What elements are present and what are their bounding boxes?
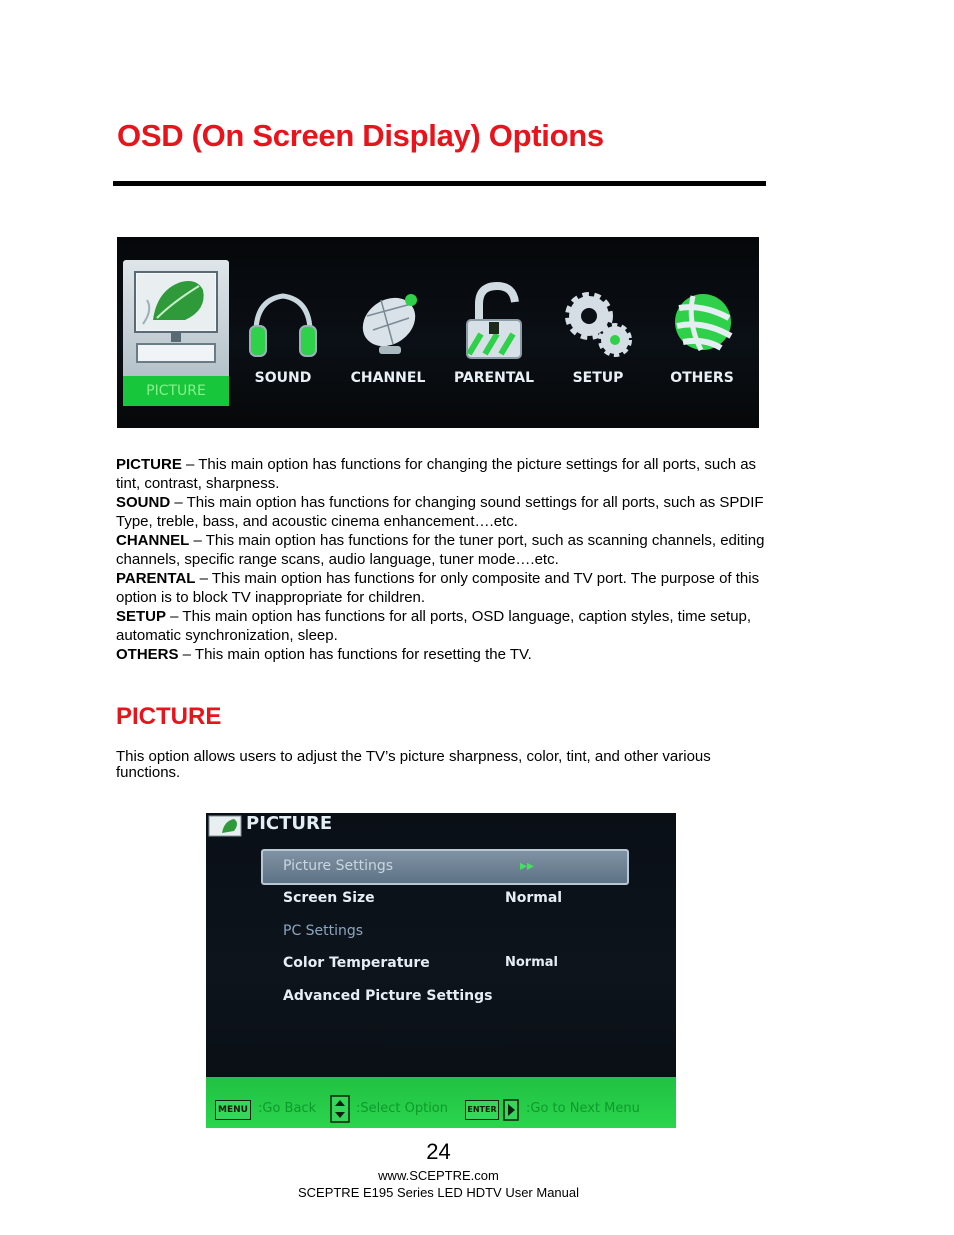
row-color-temperature: Color Temperature xyxy=(283,955,430,971)
select-option-hint: :Select Option xyxy=(356,1101,449,1116)
page-number: 24 xyxy=(426,1139,451,1164)
satellite-dish-icon xyxy=(335,260,441,376)
osd-item-others xyxy=(649,260,755,406)
description-text: – This main option has functions for changing the picture settings for all ports, such as tint, contrast, sharpness. xyxy=(116,456,757,492)
description-text: – This main option has functions for all ports, OSD language, caption styles, time setup, automatic synchronization, sleep. xyxy=(116,608,752,644)
footer-url: www.SCEPTRE.com xyxy=(378,1168,499,1183)
description-channel xyxy=(116,531,771,569)
up-down-arrows-icon xyxy=(330,1095,350,1123)
description-sound xyxy=(116,493,771,531)
description-term: OTHERS xyxy=(116,646,179,663)
row-label: Picture Settings xyxy=(283,858,394,874)
description-text: – This main option has functions for the tuner port, such as scanning channels, editing channels, specific range scans, audio language, tuner mode….etc. xyxy=(116,532,765,568)
picture-osd-header: PICTURE xyxy=(246,813,333,834)
headphones-icon xyxy=(230,260,336,376)
osd-main-menu-screenshot xyxy=(117,237,759,428)
picture-small-icon xyxy=(208,815,242,837)
row-color-temperature-value: Normal xyxy=(505,955,558,970)
picture-icon xyxy=(123,260,229,376)
description-others xyxy=(116,645,771,664)
footer-manual-title: SCEPTRE E195 Series LED HDTV User Manual xyxy=(297,1185,580,1200)
description-parental xyxy=(116,569,771,607)
row-screen-size-value: Normal xyxy=(505,890,563,906)
right-arrow-icon xyxy=(503,1099,519,1121)
picture-osd-screenshot xyxy=(206,813,676,1128)
description-text: – This main option has functions for only composite and TV port. The purpose of this option is to block TV inappropriate for children. xyxy=(116,570,760,606)
picture-section-intro: This option allows users to adjust the TV’s picture sharpness, color, tint, and other various functions. xyxy=(116,748,711,781)
enter-key: ENTER xyxy=(465,1100,499,1120)
row-advanced-picture-settings: Advanced Picture Settings xyxy=(283,988,493,1004)
osd-item-channel xyxy=(335,260,441,406)
description-setup xyxy=(116,607,771,645)
description-term: SETUP xyxy=(116,608,167,625)
description-term: SOUND xyxy=(116,494,171,511)
description-picture xyxy=(116,455,771,493)
go-back-hint: :Go Back xyxy=(258,1101,317,1116)
description-text: – This main option has functions for changing sound settings for all ports, such as SPDIF Type, treble, bass, and acoustic cinema enhancement….etc. xyxy=(116,494,764,530)
globe-icon xyxy=(649,260,755,376)
gears-icon xyxy=(545,260,651,376)
osd-item-picture xyxy=(123,260,229,406)
option-descriptions xyxy=(116,455,771,664)
page-title: OSD (On Screen Display) Options xyxy=(117,118,604,153)
row-pc-settings: PC Settings xyxy=(283,923,364,939)
description-term: PARENTAL xyxy=(116,570,196,587)
row-screen-size: Screen Size xyxy=(283,890,375,906)
osd-item-sound xyxy=(230,260,336,406)
description-term: CHANNEL xyxy=(116,532,190,549)
menu-key: MENU xyxy=(215,1100,251,1120)
description-text: – This main option has functions for resetting the TV. xyxy=(178,646,532,663)
osd-item-label: SETUP xyxy=(572,370,624,386)
osd-item-label: PICTURE xyxy=(123,376,229,406)
description-term: PICTURE xyxy=(116,456,182,473)
osd-item-label: OTHERS xyxy=(670,370,734,386)
double-arrow-icon: ▸▸ xyxy=(520,858,535,874)
osd-item-label: CHANNEL xyxy=(350,370,426,386)
go-to-next-menu-hint: :Go to Next Menu xyxy=(526,1101,640,1116)
osd-item-label: SOUND xyxy=(254,370,312,386)
osd-item-parental xyxy=(441,260,547,406)
picture-settings-row-selected xyxy=(261,849,629,885)
picture-section-heading: PICTURE xyxy=(116,703,222,730)
osd-item-setup xyxy=(545,260,651,406)
padlock-icon xyxy=(441,260,547,376)
osd-item-label: PARENTAL xyxy=(453,370,535,386)
title-divider xyxy=(113,181,766,186)
picture-osd-footer xyxy=(206,1077,676,1128)
